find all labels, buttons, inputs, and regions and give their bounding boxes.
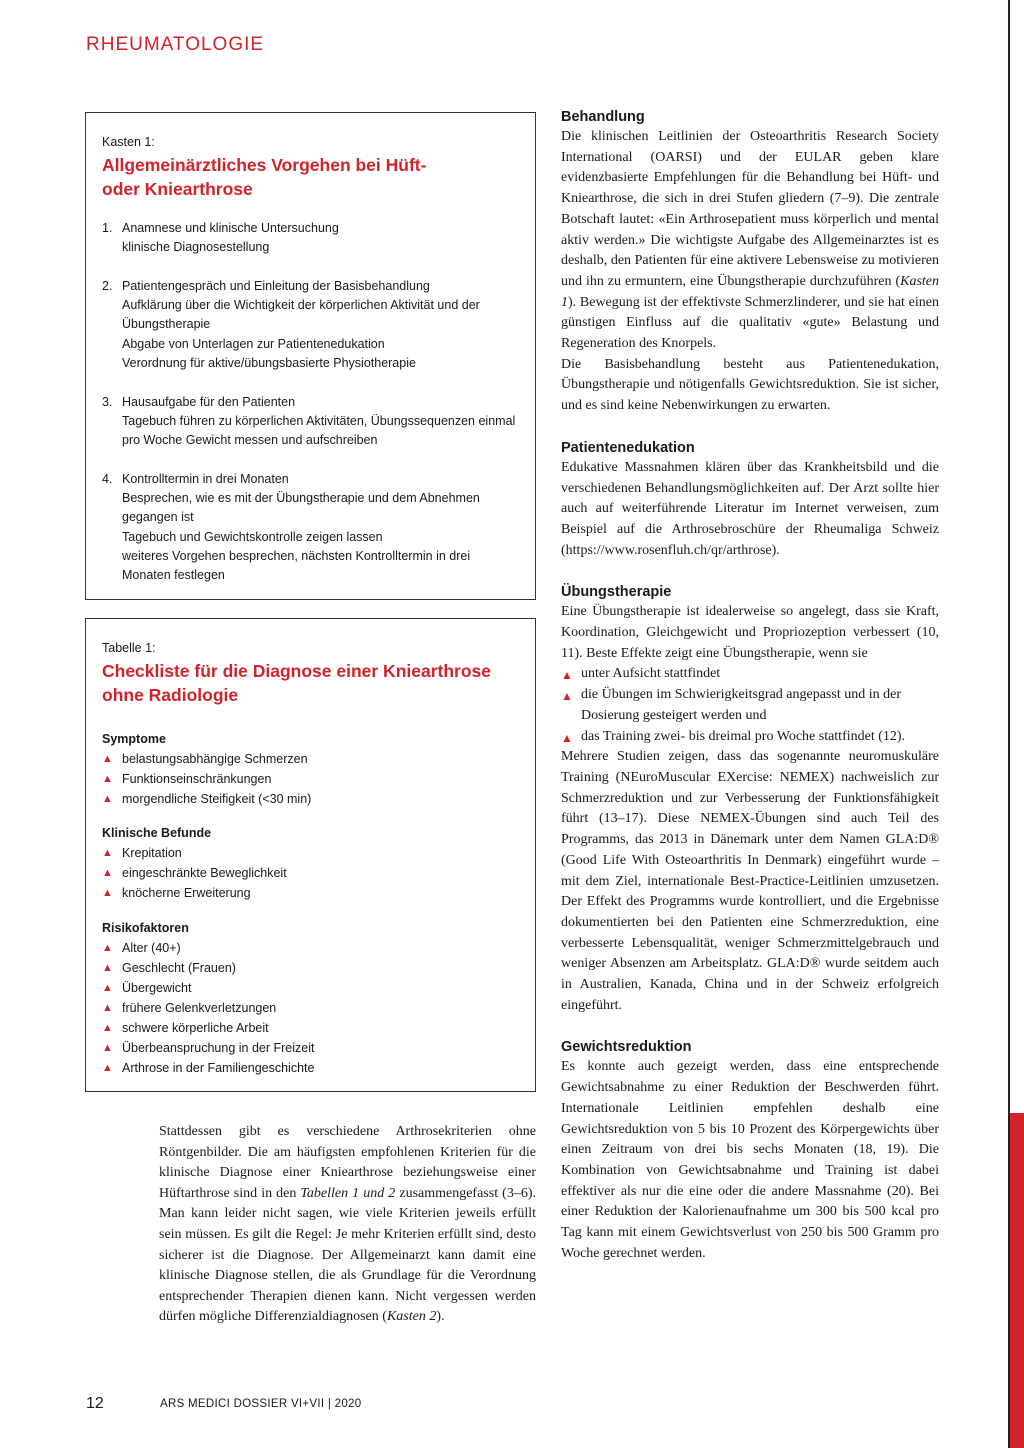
checklist-item: [102, 938, 519, 958]
body-paragraph: Die Basisbehandlung besteht aus Patientenedukation, Übungstherapie und nötigenfalls Gewichtsreduktion. Sie ist sicher, und es sind keine Nebenwirkungen zu erwarten.: [561, 356, 939, 414]
text-run: zusammengefasst (3–6). Man kann leider nicht sagen, wie viele Kriterien jeweils erfüllt sein müssen. Es gilt die Regel: Je mehr Kriterien erfüllt sind, desto sicherer ist die Diagnose. Der Allgemeinarzt kann damit eine klinische Diagnose stellen, die als Grundlage für die Verordnung entsprechender Therapien dienen kann. Nicht vergessen werden dürfen mögliche Differenzialdiagnosen (: [159, 1185, 536, 1325]
body-paragraph: Mehrere Studien zeigen, dass das sogenannte neuromuskuläre Training (NEuroMuscular EXercise: NEMEX) nachweislich zur Schmerzreduktion und zur Verbesserung der Funktionsfähigkeit führt (13–17). Diese NEMEX-Übungen sind auch Teil des Programms, das 2013 in Dänemark unter dem Namen GLA:D® (Good Life With Osteoarthritis In Denmark) eingeführt wurde – mit dem Ziel, internationale Best-Practice-Leitlinien umzusetzen. Der Effekt des Programms wurde kontrolliert, und die Ergebnisse dokumentierten bei den Patienten eine Schmerzreduktion, eine verbesserte Lebensqualität, weniger Schmerzmittelgebrauch und weniger Absenzen am Arbeitsplatz. GLA:D® wurde seitdem auch in Australien, Kanada, China und in der Schweiz erfolgreich eingeführt.: [561, 749, 939, 1013]
checklist-item: [102, 1018, 519, 1038]
checklist-item: [102, 958, 519, 978]
step-line: Anamnese und klinische Untersuchung: [122, 221, 339, 235]
box-title: [102, 153, 519, 201]
step-item: [102, 393, 519, 451]
section-heading: Behandlung: [561, 109, 645, 125]
red-triangle-icon: ▲: [102, 1001, 113, 1014]
step-line: klinische Diagnosestellung: [122, 240, 270, 255]
text-run: Die klinischen Leitlinien der Osteoarthritis Research Society International (OARSI) und der EULAR geben klare evidenzbasierte Empfehlungen für die Behandlung bei Hüft- und Kniearthrose, die sich in drei Stufen gliedern (7–9). Die zentrale Botschaft lautet: «Ein Arthrosepatient muss körperlich und mental aktiv werden.» Die wichtigste Aufgabe des Allgemeinarztes ist es deshalb, den Patienten für eine aktivere Lebensweise zu motivieren und ihn zu ermuntern, eine Übungstherapie durchzuführen (: [561, 129, 939, 289]
red-triangle-icon: ▲: [102, 867, 113, 880]
checklist-item: [102, 1038, 519, 1058]
section-heading: Gewichtsreduktion: [561, 1039, 692, 1056]
red-triangle-icon: ▲: [561, 730, 573, 745]
red-triangle-icon: ▲: [102, 753, 113, 765]
red-triangle-icon: ▲: [102, 773, 113, 786]
kasten-1-box: [85, 112, 536, 600]
checklist-item: [102, 789, 519, 809]
step-line: weiteres Vorgehen besprechen, nächsten Kontrolltermin in drei Monaten festlegen: [122, 549, 471, 583]
step-number: 1.: [102, 221, 113, 235]
edge-color-tab: [1010, 1113, 1024, 1448]
step-line: Tagebuch führen zu körperlichen Aktivitäten, Übungssequenzen einmal pro Woche Gewicht messen und aufschreiben: [122, 413, 516, 448]
red-triangle-icon: ▲: [102, 1042, 113, 1055]
red-triangle-icon: ▲: [102, 1021, 113, 1034]
bullet-text: das Training zwei- bis dreimal pro Woche stattfindet (12).: [581, 728, 906, 744]
right-column: [561, 107, 939, 1264]
checklist-text: eingeschränkte Beweglichkeit: [122, 866, 287, 881]
step-item: [102, 277, 519, 373]
checklist-text: Geschlecht (Frauen): [122, 960, 236, 975]
bullet-item: [561, 727, 939, 748]
text-run: ).: [436, 1309, 445, 1325]
bullet-text: die Übungen im Schwierigkeitsgrad angepasst und in der Dosierung gesteigert werden und: [581, 687, 901, 723]
body-paragraph: [159, 1122, 536, 1328]
checklist-item: [102, 883, 519, 903]
group-heading: Klinische Befunde: [102, 826, 212, 841]
step-item: [102, 219, 519, 258]
bullet-item: [561, 664, 939, 685]
box-reference: Kasten 2: [386, 1309, 437, 1325]
body-paragraph: Es konnte auch gezeigt werden, dass eine entsprechende Gewichtsabnahme zu einer Reduktion der Beschwerden führt. Internationale Leitlinien empfehlen deshalb eine Gewichtsreduktion von 5 bis 10 Prozent des Körpergewichts über einen Zeitraum von drei bis sechs Monaten (18, 19). Die Kombination von Gewichtsabnahme und Training ist dabei effektiver als nur die eine oder die andere Massnahme (20). Bei einer Reduktion der Kalorienaufnahme um 300 bis 500 kcal pro Tag kann mit einem Gewichtsverlust von 250 bis 500 Gramm pro Woche gerechnet werden.: [561, 1059, 939, 1261]
step-line: Patientengespräch und Einleitung der Basisbehandlung: [122, 278, 430, 293]
step-line: Abgabe von Unterlagen zur Patientenedukation: [122, 336, 385, 351]
checklist-text: belastungsabhängige Schmerzen: [122, 752, 308, 766]
bullet-item: [561, 685, 939, 726]
checklist-item: [102, 1058, 519, 1078]
checklist-text: morgendliche Steifigkeit (<30 min): [122, 792, 312, 807]
section-heading: Patientenedukation: [561, 439, 695, 456]
step-line: Aufklärung über die Wichtigkeit der körperlichen Aktivität und der Übungstherapie: [122, 298, 480, 332]
checklist-item: [102, 998, 519, 1018]
red-triangle-icon: ▲: [561, 668, 573, 683]
red-triangle-icon: ▲: [102, 793, 113, 806]
checklist-text: Krepitation: [122, 846, 182, 861]
red-triangle-icon: ▲: [561, 689, 573, 704]
text-run: ). Bewegung ist der effektivste Schmerzlinderer, und sie hat einen günstigen Einfluss auf die qualitativ «gute» Belastung und Regeneration des Knorpels.: [561, 294, 939, 352]
checklist-text: Funktionseinschränkungen: [122, 772, 272, 787]
checklist-text: Übergewicht: [122, 980, 192, 995]
group-heading: Risikofaktoren: [102, 920, 189, 935]
red-triangle-icon: ▲: [102, 887, 113, 900]
checklist-item: [102, 843, 519, 863]
checklist-item: [102, 863, 519, 883]
step-line: Hausaufgabe für den Patienten: [122, 394, 296, 409]
step-line: Besprechen, wie es mit der Übungstherapie und dem Abnehmen gegangen ist: [122, 491, 480, 525]
body-paragraph: Eine Übungstherapie ist idealerweise so angelegt, dass sie Kraft, Koordination, Gleichgewicht und Propriozeption verbessert (10, 11). Beste Effekte zeigt eine Übungstherapie, wenn sie: [561, 604, 939, 661]
step-number: 2.: [102, 278, 113, 293]
red-triangle-icon: ▲: [102, 1062, 113, 1075]
checklist-item: [102, 749, 519, 769]
bullet-list: [561, 664, 939, 747]
box-kicker: Kasten 1:: [102, 135, 155, 149]
box-title-line: Allgemeinärztliches Vorgehen bei Hüft-: [102, 155, 427, 175]
checklist-item: [102, 978, 519, 998]
red-triangle-icon: ▲: [102, 847, 113, 860]
body-paragraph: Edukative Massnahmen klären über das Krankheitsbild und die verschiedenen Behandlungsmöglichkeiten auf. Der Arzt sollte hier auch auf weiterführende Literatur im Internet verweisen, zum Beispiel auf die Arthrosebroschüre der Rheumaliga Schweiz (https://www.rosenfluh.ch/qr/arthrose).: [561, 459, 939, 558]
checklist-text: Alter (40+): [122, 940, 181, 955]
box-kicker: Tabelle 1:: [102, 641, 156, 655]
tabelle-1-box: [85, 618, 536, 1092]
body-paragraph: [561, 127, 939, 355]
box-title-line: ohne Radiologie: [102, 685, 239, 705]
red-triangle-icon: ▲: [102, 981, 113, 994]
checklist-text: Arthrose in der Familiengeschichte: [122, 1061, 315, 1076]
publication-footer: ARS MEDICI DOSSIER VI+VII | 2020: [160, 1398, 362, 1410]
checklist-item: [102, 769, 519, 789]
checklist: [102, 938, 519, 1079]
box-title: [102, 659, 519, 707]
bullet-text: unter Aufsicht stattfindet: [581, 666, 721, 682]
step-number: 4.: [102, 471, 113, 486]
group-heading: Symptome: [102, 732, 166, 746]
checklist: [102, 843, 519, 903]
red-triangle-icon: ▲: [102, 961, 113, 974]
red-triangle-icon: ▲: [102, 941, 113, 954]
box-title-line: Checkliste für die Diagnose einer Kniearthrose: [102, 661, 492, 681]
checklist-text: Überbeanspruchung in der Freizeit: [122, 1041, 315, 1056]
step-line: Kontrolltermin in drei Monaten: [122, 471, 289, 486]
section-heading: Übungstherapie: [561, 584, 672, 601]
checklist-text: knöcherne Erweiterung: [122, 886, 251, 901]
step-line: Tagebuch und Gewichtskontrolle zeigen lassen: [122, 529, 383, 544]
text-run: Stattdessen gibt es verschiedene Arthrosekriterien ohne Röntgenbilder. Die am häufigsten empfohlenen Kriterien für die klinische Diagnose einer Kniearthrose beziehungsweise einer Hüftarthrose sind in den: [159, 1124, 536, 1201]
step-item: [102, 470, 519, 586]
step-line: Verordnung für aktive/übungsbasierte Physiotherapie: [122, 356, 416, 371]
checklist-text: schwere körperliche Arbeit: [122, 1020, 269, 1035]
table-reference: Tabellen 1 und 2: [300, 1185, 396, 1201]
page-number: 12: [86, 1395, 104, 1412]
box-title-line: oder Kniearthrose: [102, 179, 253, 199]
section-label: RHEUMATOLOGIE: [86, 34, 265, 55]
checklist: [102, 749, 519, 809]
checklist-text: frühere Gelenkverletzungen: [122, 1000, 277, 1015]
step-number: 3.: [102, 394, 113, 409]
box-reference: Kasten 1: [561, 273, 939, 310]
step-list: [102, 219, 519, 586]
